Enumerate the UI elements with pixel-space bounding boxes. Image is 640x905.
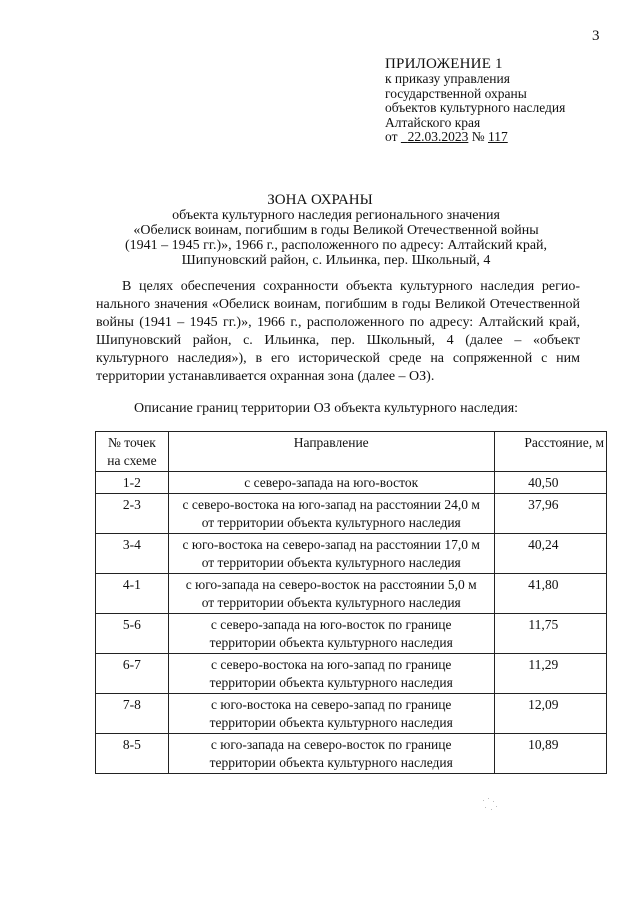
appendix-date-line — [385, 130, 565, 145]
cell-distance: 41,80 — [494, 574, 606, 614]
cell-direction: с северо-запада на юго-восток — [168, 472, 494, 494]
cell-direction: с юго-запада на северо-восток по границе территории объекта культурного наследия — [168, 734, 494, 774]
cell-points: 5-6 — [96, 614, 169, 654]
zone-subtitle-line: «Обелиск воинам, погибшим в годы Великой Отечественной войны — [133, 223, 539, 238]
appendix-title: ПРИЛОЖЕНИЕ 1 — [385, 56, 503, 72]
cell-points: 4-1 — [96, 574, 169, 614]
cell-distance: 11,75 — [494, 614, 606, 654]
table-row — [96, 494, 607, 534]
appendix-line: к приказу управления — [385, 71, 510, 86]
cell-direction: с юго-востока на северо-запад на расстоянии 17,0 м от территории объекта культурного наследия — [168, 534, 494, 574]
header-points: № точек на схеме — [96, 432, 169, 472]
appendix-block — [385, 56, 565, 145]
cell-direction: с северо-востока на юго-запад по границе территории объекта культурного наследия — [168, 654, 494, 694]
paragraph-line: Шипуновский район, с. Ильинка, пер. Школьный, 4 (далее – «объект — [96, 333, 580, 348]
zone-subtitle-line: объекта культурного наследия регионального значения — [172, 208, 500, 223]
scan-artifact — [481, 797, 499, 813]
page-number: 3 — [592, 28, 600, 44]
zone-subtitle-line: (1941 – 1945 гг.)», 1966 г., расположенного по адресу: Алтайский край, — [124, 238, 548, 253]
date-prefix: от — [385, 129, 398, 144]
cell-distance: 37,96 — [494, 494, 606, 534]
cell-points: 7-8 — [96, 694, 169, 734]
cell-direction: с юго-востока на северо-запад по границе территории объекта культурного наследия — [168, 694, 494, 734]
paragraph-line: культурного наследия»), в его исторической среде на сопряженной с ним — [96, 351, 580, 366]
cell-points: 8-5 — [96, 734, 169, 774]
cell-points: 2-3 — [96, 494, 169, 534]
cell-points: 3-4 — [96, 534, 169, 574]
cell-points: 1-2 — [96, 472, 169, 494]
table-row — [96, 574, 607, 614]
zone-subtitle-line: Шипуновский район, с. Ильинка, пер. Школьный, 4 — [181, 253, 491, 268]
table-row — [96, 472, 607, 494]
cell-direction: с юго-запада на северо-восток на расстоянии 5,0 м от территории объекта культурного наследия — [168, 574, 494, 614]
appendix-line: Алтайского края — [385, 114, 481, 130]
paragraph-line: территории устанавливается охранная зона (далее – ОЗ). — [96, 369, 435, 384]
cell-distance: 11,29 — [494, 654, 606, 694]
table-caption: Описание границ территории ОЗ объекта культурного наследия: — [134, 401, 519, 416]
cell-direction: с северо-запада на юго-восток по границе территории объекта культурного наследия — [168, 614, 494, 654]
table-row — [96, 734, 607, 774]
table-row — [96, 614, 607, 654]
paragraph-line: В целях обеспечения сохранности объекта культурного наследия регио- — [122, 279, 580, 294]
appendix-line: объектов культурного наследия — [385, 100, 566, 115]
cell-points: 6-7 — [96, 654, 169, 694]
zone-subtitle — [96, 208, 576, 268]
paragraph-line: нального значения «Обелиск воинам, погибшим в годы Великой Отечественной — [96, 297, 580, 312]
table-row — [96, 694, 607, 734]
cell-distance: 10,89 — [494, 734, 606, 774]
cell-direction: с северо-востока на юго-запад на расстоянии 24,0 м от территории объекта культурного наследия — [168, 494, 494, 534]
paragraph-line: войны (1941 – 1945 гг.)», 1966 г., расположенного по адресу: Алтайский край, — [96, 315, 580, 330]
table-row — [96, 654, 607, 694]
zone-title: ЗОНА ОХРАНЫ — [267, 192, 373, 208]
order-date: 22.03.2023 — [407, 129, 469, 144]
order-number: 117 — [488, 129, 508, 144]
cell-distance: 40,50 — [494, 472, 606, 494]
cell-distance: 40,24 — [494, 534, 606, 574]
header-distance: Расстояние, м — [494, 432, 606, 472]
table-header-row — [96, 432, 607, 472]
number-prefix: № — [471, 129, 485, 144]
header-direction: Направление — [168, 432, 494, 472]
body-paragraph — [96, 278, 580, 386]
cell-distance: 12,09 — [494, 694, 606, 734]
appendix-line: государственной охраны — [385, 85, 527, 101]
boundaries-table — [95, 431, 607, 774]
table-row — [96, 534, 607, 574]
